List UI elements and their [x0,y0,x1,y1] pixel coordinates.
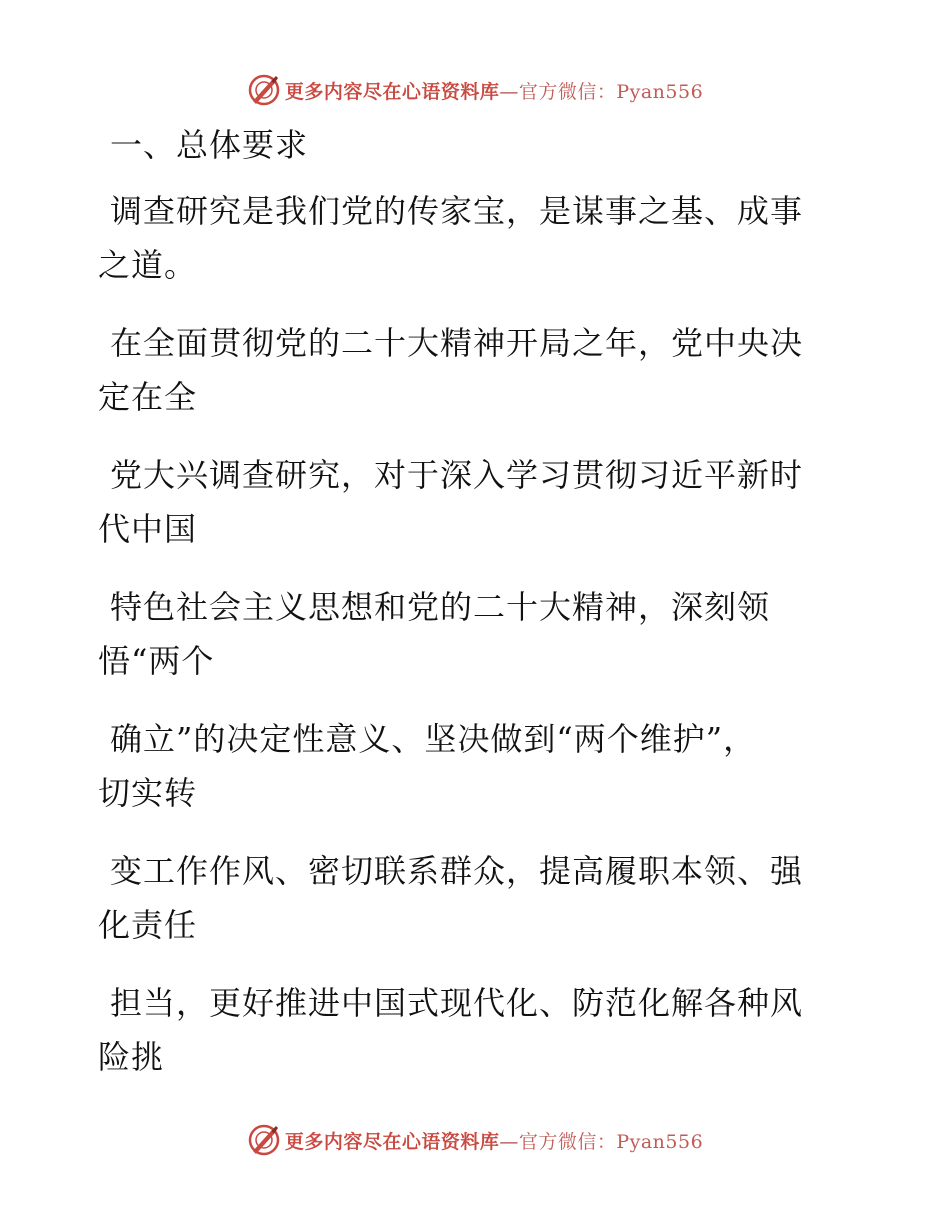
paragraph-line: 险挑 [98,1038,165,1076]
paragraph-line: 代中国 [98,510,198,548]
footer-watermark [0,1120,950,1160]
watermark-site: 更多内容尽在心语资料库 [284,80,500,103]
paragraph-line: 化责任 [98,906,198,944]
paragraph-line: 调查研究是我们党的传家宝，是谋事之基、成事 [110,192,804,230]
watermark-text [285,77,703,104]
pen-logo-icon [247,73,281,107]
paragraph-line: 定在全 [98,378,198,416]
paragraph [98,316,858,424]
watermark-separator: — [499,1130,519,1153]
watermark-wechat: 官方微信：Pyan556 [518,80,704,103]
paragraph-line: 切实转 [98,774,198,812]
document-body [98,118,858,1108]
paragraph-line: 变工作作风、密切联系群众，提高履职本领、强 [110,852,804,890]
paragraph-line: 党大兴调查研究，对于深入学习贯彻习近平新时 [110,456,804,494]
paragraph-line: 悟“两个 [98,642,215,680]
watermark-wechat: 官方微信：Pyan556 [518,1130,704,1153]
paragraph [98,976,858,1084]
section-heading: 一、总体要求 [110,126,309,164]
paragraph [98,184,858,292]
pen-logo-icon [247,1123,281,1157]
paragraph [98,448,858,556]
paragraph-line: 确立”的决定性意义、坚决做到“两个维护”， [110,720,757,758]
watermark-text [285,1127,703,1154]
paragraph [98,844,858,952]
watermark-separator: — [499,80,519,103]
paragraph-line: 在全面贯彻党的二十大精神开局之年，党中央决 [110,324,804,362]
paragraph [98,712,858,820]
watermark-site: 更多内容尽在心语资料库 [284,1130,500,1153]
header-watermark [0,70,950,110]
paragraph-line: 担当，更好推进中国式现代化、防范化解各种风 [110,984,804,1022]
paragraph [98,580,858,688]
paragraph-line: 之道。 [98,246,198,284]
paragraph-line: 特色社会主义思想和党的二十大精神，深刻领 [110,588,771,626]
